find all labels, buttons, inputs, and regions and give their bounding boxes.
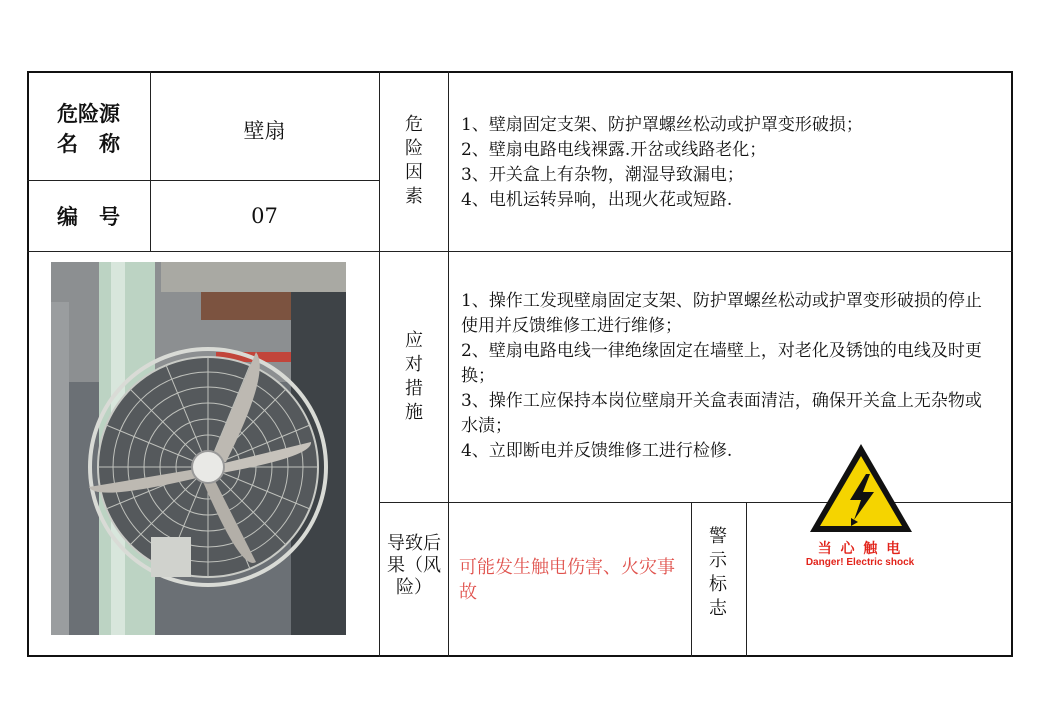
list-item: 3、开关盒上有杂物，潮湿导致漏电； [461, 165, 744, 185]
wall-fan-photo [51, 262, 346, 635]
list-item: 2、壁扇电路电线一律绝缘固定在墙壁上，对老化及锈蚀的电线及时更换； [461, 341, 982, 386]
wall-fan-photo-art [51, 262, 346, 635]
divider [746, 502, 747, 657]
warning-caption-cn: 当 心 触 电 [817, 541, 903, 557]
list-item: 1、操作工发现壁扇固定支架、防护罩螺丝松动或护罩变形破损的停止使用并反馈维修工进行维修； [461, 291, 982, 336]
consequence-value: 可能发生触电伤害、火灾事故 [459, 557, 675, 603]
list-item: 4、电机运转异响，出现火花或短路. [461, 190, 733, 210]
number-value: 07 [251, 204, 278, 228]
list-item: 2、壁扇电路电线裸露.开岔或线路老化； [461, 140, 767, 160]
divider [448, 71, 449, 657]
divider [27, 251, 1013, 252]
divider [27, 180, 379, 181]
consequence-label: 导致后果（风险） [387, 533, 441, 598]
source-name-label: 危险源 名 称 [57, 102, 120, 156]
source-name-value: 壁扇 [243, 119, 286, 143]
measures-list [461, 289, 997, 464]
measures-label: 应对措施 [405, 330, 423, 423]
hazard-factors-label: 危险因素 [405, 114, 423, 207]
warning-caption-en: Danger! Electric shock [805, 557, 915, 568]
divider [379, 502, 1013, 503]
list-item: 1、壁扇固定支架、防护罩螺丝松动或护罩变形破损； [461, 115, 863, 135]
hazard-factors-list [461, 113, 1001, 213]
number-label: 编 号 [57, 205, 120, 229]
warning-label: 警示标志 [709, 526, 727, 619]
electric-shock-warning-icon [806, 440, 916, 536]
list-item: 3、操作工应保持本岗位壁扇开关盒表面清洁，确保开关盒上无杂物或水渍； [461, 391, 982, 436]
list-item: 4、立即断电并反馈维修工进行检修. [461, 441, 733, 461]
hazard-source-table [27, 71, 1013, 657]
divider [379, 71, 380, 657]
divider [691, 502, 692, 657]
